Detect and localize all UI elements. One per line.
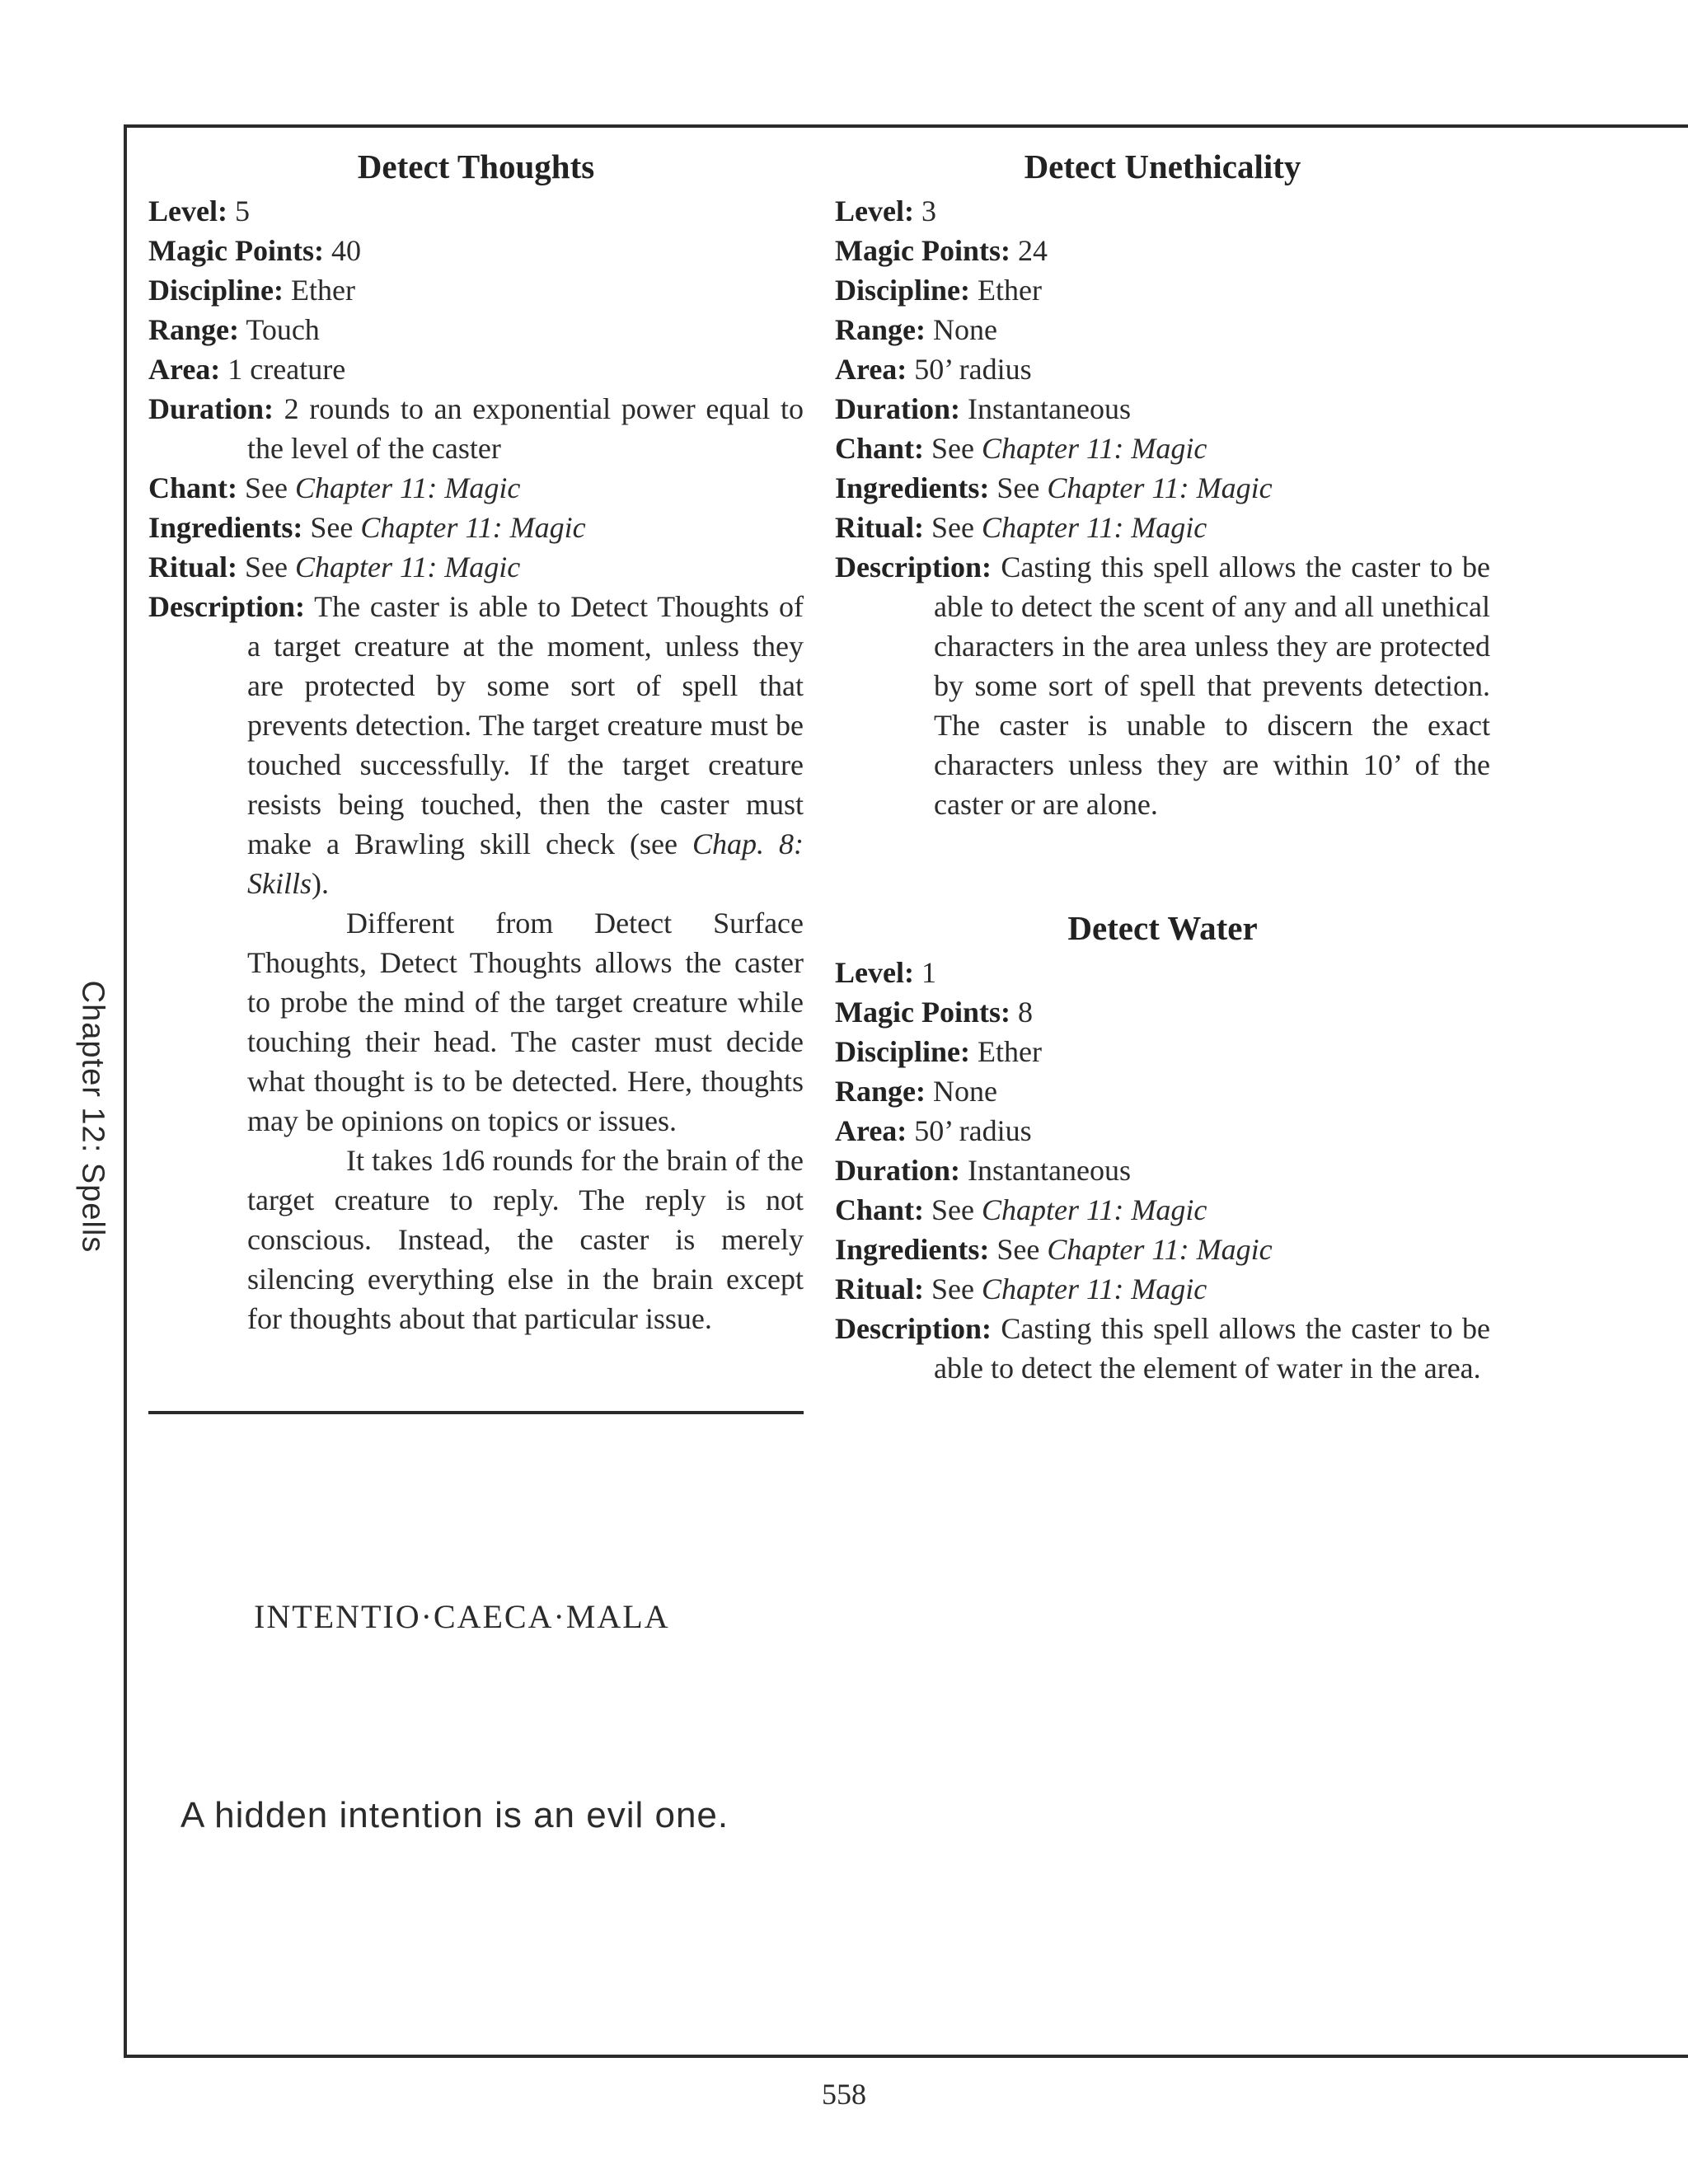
field-discipline: Discipline: Ether: [835, 1035, 1042, 1068]
field-area: Area: 50’ radius: [835, 353, 1032, 386]
field-magic-points: Magic Points: 8: [835, 996, 1033, 1029]
field-description: Description: The caster is able to Detect Thoughts of a target creature at the moment, unless they are protected by some sort of spell that prevents detection. The target creature must be touched successfully. If the target creature resists being touched, then the caster must make a Brawling skill check (see Chap. 8: Skills).: [148, 590, 804, 900]
field-chant: Chant: See Chapter 11: Magic: [148, 471, 521, 504]
field-area: Area: 50’ radius: [835, 1114, 1032, 1147]
field-level: Level: 5: [148, 194, 250, 227]
motto-translation: A hidden intention is an evil one.: [181, 1795, 729, 1835]
field-level: Level: 1: [835, 956, 936, 989]
field-ritual: Ritual: See Chapter 11: Magic: [835, 511, 1207, 544]
field-ingredients: Ingredients: See Chapter 11: Magic: [148, 511, 586, 544]
right-column: [835, 142, 1490, 1388]
left-column: [148, 142, 804, 1338]
field-ingredients: Ingredients: See Chapter 11: Magic: [835, 471, 1273, 504]
field-discipline: Discipline: Ether: [148, 274, 355, 307]
spell-title-detect-unethicality: Detect Unethicality: [1024, 148, 1301, 185]
field-range: Range: Touch: [148, 313, 320, 346]
field-range: Range: None: [835, 1075, 997, 1108]
field-duration: Duration: Instantaneous: [835, 1154, 1131, 1187]
field-description: Description: Casting this spell allows the caster to be able to detect the element of water in the area.: [835, 1312, 1490, 1385]
spell-title-detect-water: Detect Water: [1067, 909, 1258, 947]
field-magic-points: Magic Points: 40: [148, 234, 361, 267]
field-ingredients: Ingredients: See Chapter 11: Magic: [835, 1233, 1273, 1266]
latin-motto: INTENTIO·CAECA·MALA: [254, 1598, 670, 1635]
description-paragraph: It takes 1d6 rounds for the brain of the target creature to reply. The reply is not conscious. Instead, the caster is merely silencing everything else in the brain except for thoughts about that particular issue.: [247, 1144, 804, 1335]
field-area: Area: 1 creature: [148, 353, 346, 386]
chapter-label: Chapter 12: Spells: [75, 980, 110, 1254]
spacer: [835, 824, 1490, 864]
description-paragraph: Different from Detect Surface Thoughts, Detect Thoughts allows the caster to probe the mind of the target creature while touching their head. The caster must decide what thought is to be detected. Here, thoughts may be opinions on topics or issues.: [247, 907, 804, 1137]
field-duration: Duration: Instantaneous: [835, 392, 1131, 425]
field-description: Description: Casting this spell allows the caster to be able to detect the scent of any and all unethical characters in the area unless they are protected by some sort of spell that prevents detection. The caster is unable to discern the exact characters unless they are within 10’ of the caster or are alone.: [835, 551, 1490, 821]
spell-title-detect-thoughts: Detect Thoughts: [357, 148, 595, 185]
field-chant: Chant: See Chapter 11: Magic: [835, 1193, 1207, 1226]
field-discipline: Discipline: Ether: [835, 274, 1042, 307]
spacer: [835, 864, 1490, 903]
field-magic-points: Magic Points: 24: [835, 234, 1048, 267]
field-ritual: Ritual: See Chapter 11: Magic: [835, 1272, 1207, 1305]
field-chant: Chant: See Chapter 11: Magic: [835, 432, 1207, 465]
field-duration: Duration: 2 rounds to an exponential power equal to the level of the caster: [148, 392, 804, 465]
field-level: Level: 3: [835, 194, 936, 227]
field-range: Range: None: [835, 313, 997, 346]
field-ritual: Ritual: See Chapter 11: Magic: [148, 551, 521, 583]
page-number: 558: [822, 2078, 866, 2111]
section-divider: [148, 1411, 804, 1414]
